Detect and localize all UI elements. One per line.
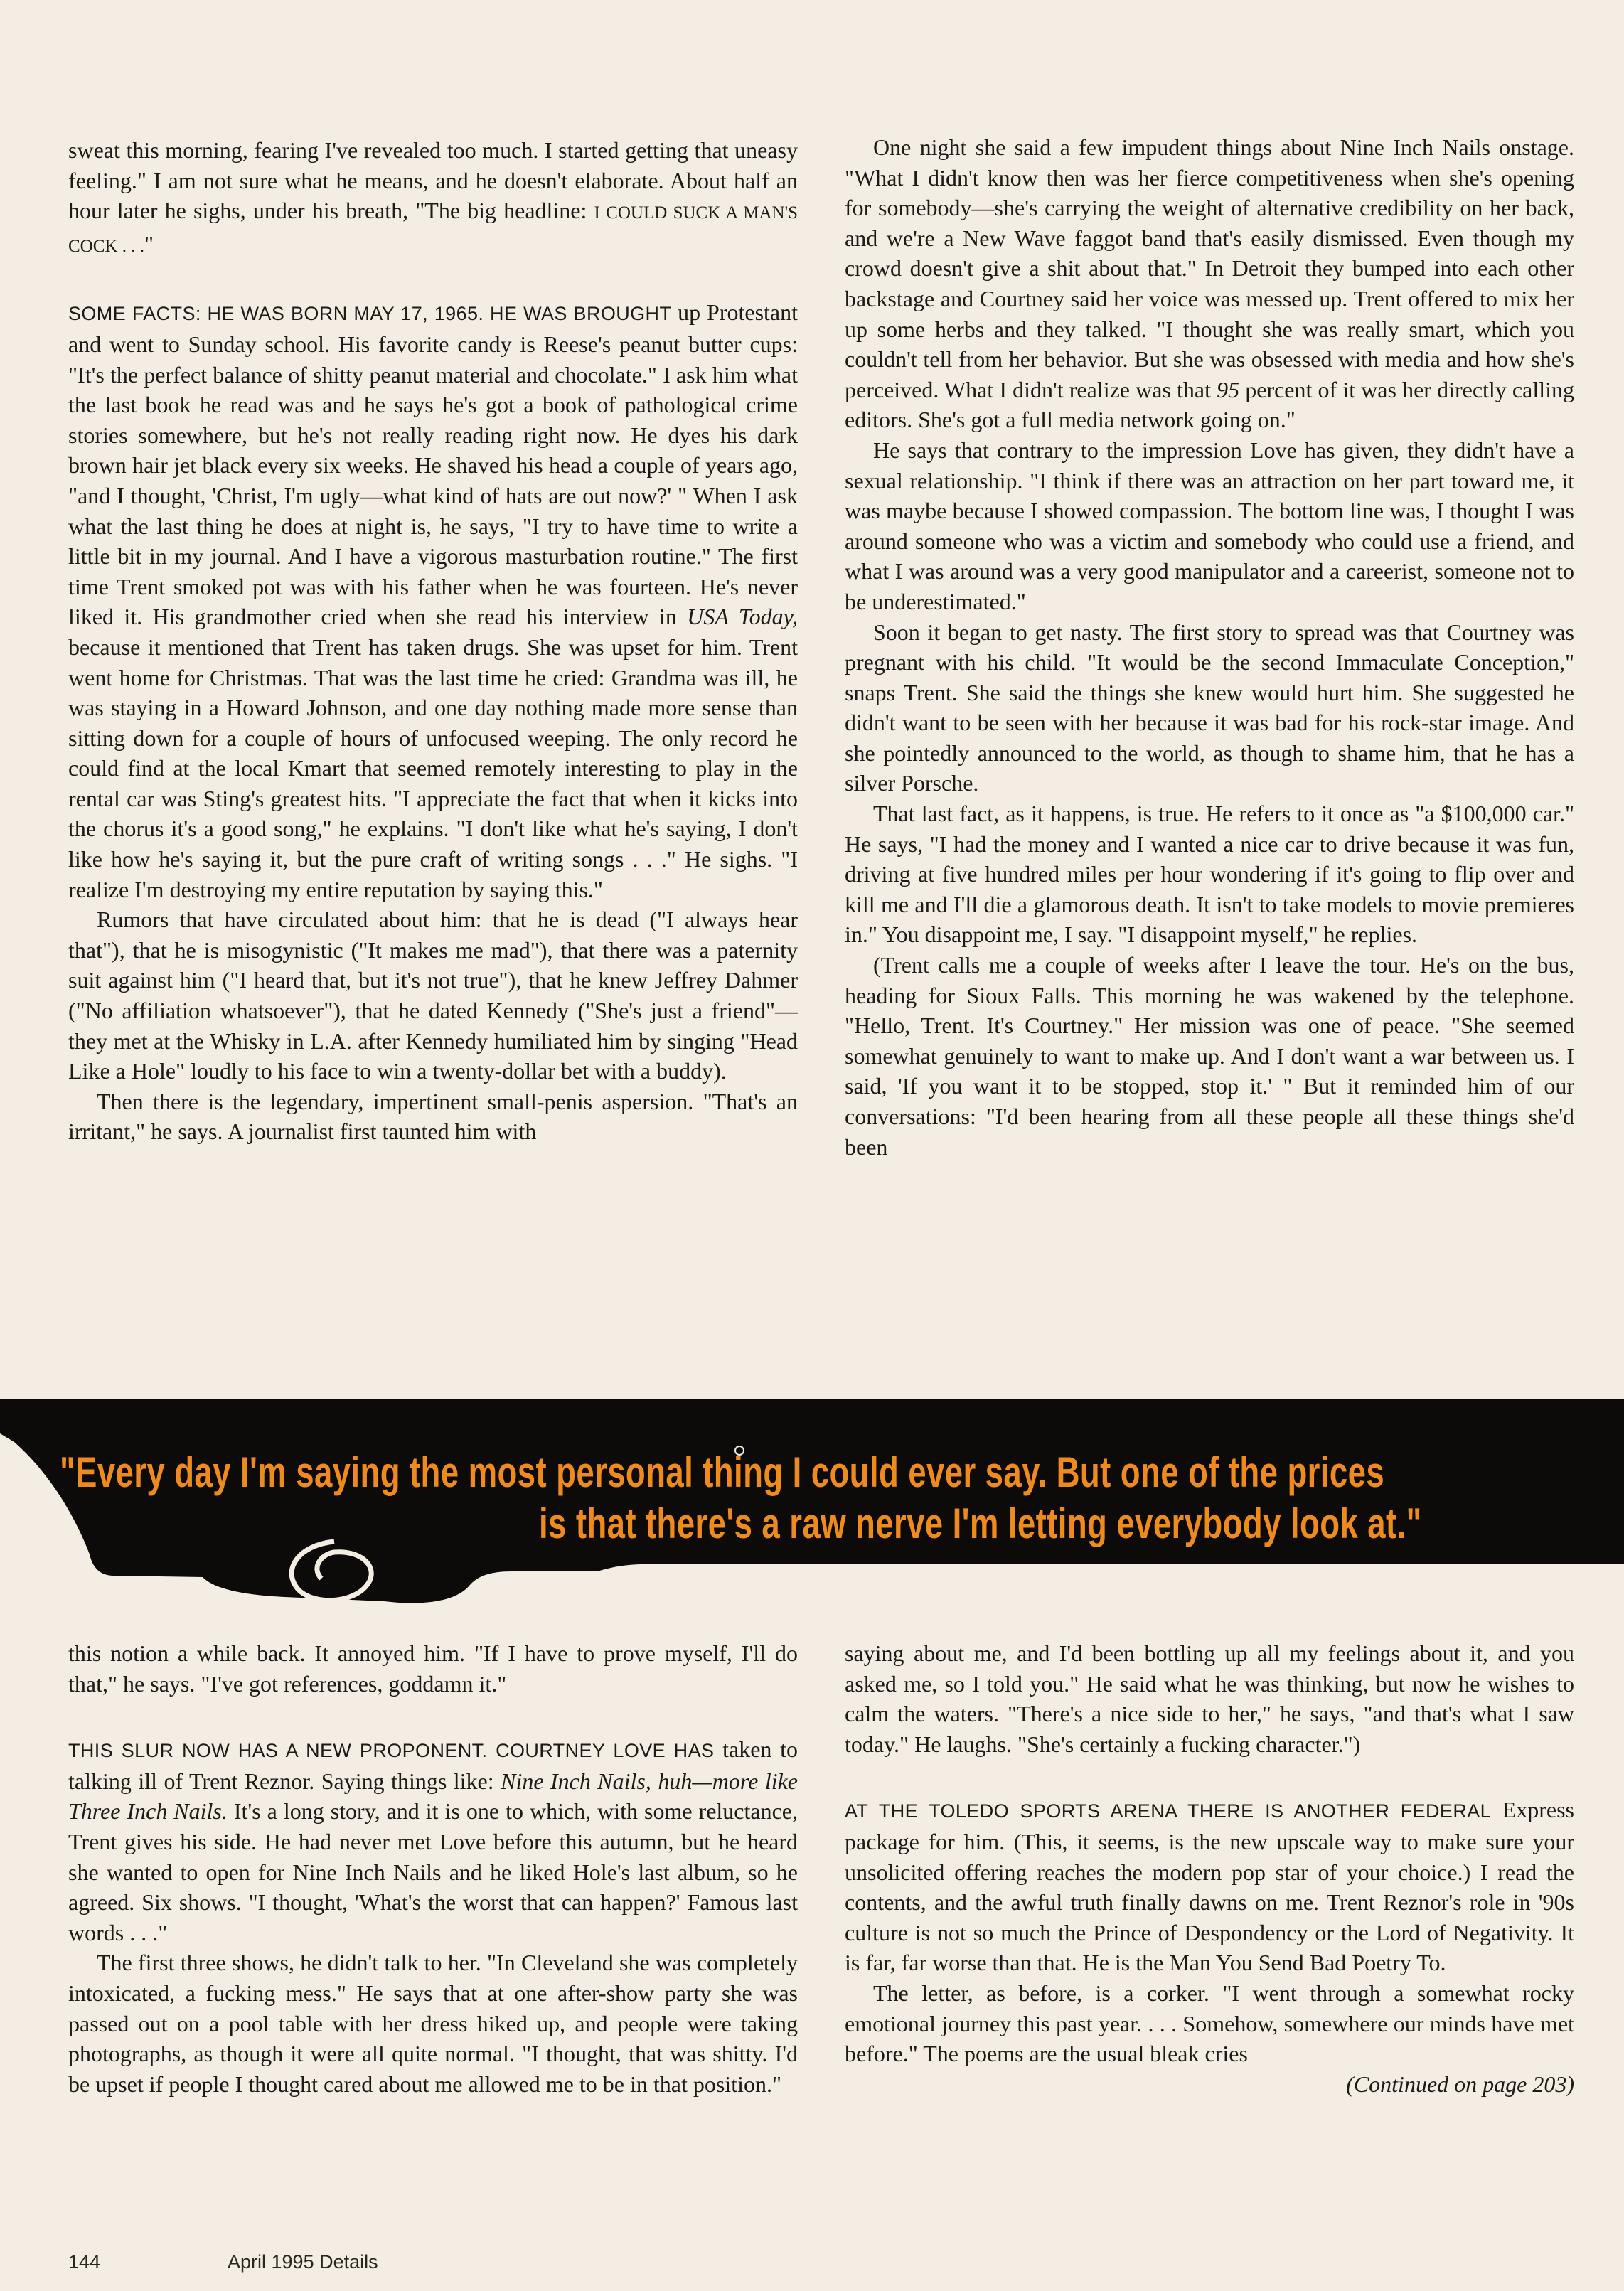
paragraph: sweat this morning, fearing I've revealed too much. I started getting that uneasy feeling." I am not sure what he means, and he doesn't elaborate. About half an hour later he sighs, under his breath, "The big headline: I COULD SUCK A MAN'S COCK . . ." [68,137,798,257]
section-lead-in: THIS SLUR NOW HAS A NEW PROPONENT. COURTNEY LOVE HAS [68,1740,715,1762]
article-column-3 [68,1638,798,2099]
paragraph: Soon it began to get nasty. The first story to spread was that Courtney was pregnant with his child. "It would be the second Immaculate Conception," snaps Trent. She said the things she knew would hurt him. She suggested he didn't want to be seen with her because it was bad for his rock-star image. And she pointedly announced to the world, as though to shame him, that he has a silver Porsche. [845,619,1574,796]
pull-quote-line-2: is that there's a raw nerve I'm letting everybody look at." [539,1500,1422,1547]
section-paragraph: AT THE TOLEDO SPORTS ARENA THERE IS ANOTHER FEDERAL Express package for him. (This, it seems, is the new upscale way to make sure your unsolicited offering reaches the modern pop star of your choice.) I read the contents, and the awful truth finally dawns on me. Trent Reznor's role in '90s culture is not so much the Prince of Despondency or the Lord of Negativity. It is far, far worse than that. He is the Man You Send Bad Poetry To. [845,1797,1574,1976]
paragraph: One night she said a few impudent things about Nine Inch Nails onstage. "What I didn't know then was her fierce competitiveness when she's opening for somebody—she's carrying the weight of alternative credibility on her back, and we're a New Wave faggot band that's easily dismissed. Even though my crowd doesn't give a shit about that." In Detroit they bumped into each other backstage and Courtney said her voice was messed up. Trent offered to mix her up some herbs and they talked. "I thought she was really smart, which you couldn't tell from her behavior. But she was obsessed with media and how she's perceived. What I didn't realize was that 95 percent of it was her directly calling editors. She's got a full media network going on." [845,134,1575,433]
section-paragraph: SOME FACTS: HE WAS BORN MAY 17, 1965. HE WAS BROUGHT up Protestant and went to Sunday school. His favorite candy is Reese's peanut butter cups: "It's the perfect balance of shitty peanut material and chocolate." I ask him what the last book he read was and he says he's got a book of pathological crime stories somewhere, but he's not really reading right now. He dyes his dark brown hair jet black every six weeks. He shaved his head a couple of years ago, "and I thought, 'Christ, I'm ugly—what kind of hats are out now?' " When I ask what the last thing he does at night is, he says, "I try to have time to write a little bit in my journal. And I have a vigorous masturbation routine." The first time Trent smoked pot was with his father when he was fourteen. He's never liked it. His grandmother cried when she read his interview in USA Today, because it mentioned that Trent has taken drugs. She was upset for him. Trent went home for Christmas. That was the last time he cried: Grandma was ill, he was staying in a Howard Johnson, and one day nothing made more sense than sitting down for a couple of hours of unfocused weeping. The only record he could find at the local Kmart that seemed remotely interesting to play in the rental car was Sting's greatest hits. "I appreciate the fact that when it kicks into the chorus it's a good song," he explains. "I don't like what he's saying, I don't like how he's saying it, but the pure craft of writing songs . . ." He sighs. "I realize I'm destroying my entire reputation by saying this." [68,299,798,902]
continued-note: (Continued on page 203) [1346,2071,1574,2097]
paragraph: That last fact, as it happens, is true. He refers to it once as "a $100,000 car." He says, "I had the money and I wanted a nice car to drive because it was fun, driving at five hundred miles per hour wondering if it's going to flip over and kill me and I'll die a glamorous death. It isn't to take models to movie premieres in." You disappoint me, I say. "I disappoint myself," he replies. [845,801,1574,948]
pull-quote-band [0,1399,1624,1606]
paragraph: saying about me, and I'd been bottling up all my feelings about it, and you asked me, so I told you." He said what he was thinking, but now he wishes to calm the waters. "There's a nice side to her," he says, "and that's what I saw today." He laughs. "She's certainly a fucking character.") [845,1640,1574,1757]
paragraph: Rumors that have circulated about him: that he is dead ("I always hear that"), that he is misogynistic ("It makes me mad"), that there was a paternity suit against him ("I heard that, but it's not true"), that he knew Jeffrey Dahmer ("No affiliation whatsoever"), that he dated Kennedy ("She's just a friend"—they met at the Whisky in L.A. after Kennedy humiliated him by singing "Head Like a Hole" loudly to his face to win a twenty-dollar bet with a buddy). [68,907,798,1084]
paragraph: this notion a while back. It annoyed him. "If I have to prove myself, I'll do that," he says. "I've got references, goddamn it." [68,1640,798,1697]
article-column-1 [68,135,798,1147]
paragraph: Then there is the legendary, impertinent small-penis aspersion. "That's an irritant," he says. A journalist first taunted him with [68,1088,798,1145]
issue-label: April 1995 Details [228,2251,378,2273]
paragraph: (Trent calls me a couple of weeks after I leave the tour. He's on the bus, heading for Sioux Falls. This morning he was wakened by the telephone. "Hello, Trent. It's Courtney." Her mission was one of peace. "She seemed somewhat genuinely to want to make up. And I don't want a war between us. I said, 'If you want it to be stopped, stop it.' " But it reminded him of our conversations: "I'd been hearing from all these people all these things she'd been [845,952,1574,1160]
pull-quote-line-1: "Every day I'm saying the most personal thing I could ever say. But one of the prices [60,1448,1385,1496]
section-lead-in: SOME FACTS: HE WAS BORN MAY 17, 1965. HE WAS BROUGHT [68,303,672,325]
paragraph: The letter, as before, is a corker. "I went through a somewhat rocky emotional journey this past year. . . . Somehow, somewhere our minds have met before." The poems are the usual bleak cries [845,1980,1574,2067]
section-lead-in: AT THE TOLEDO SPORTS ARENA THERE IS ANOTHER FEDERAL [845,1800,1492,1822]
paragraph: He says that contrary to the impression Love has given, they didn't have a sexual relationship. "I think if there was an attraction on her part toward me, it was maybe because I showed compassion. The bottom line was, I thought I was around someone who was a victim and somebody who could use a friend, and what I was around was a very good manipulator and a careerist, someone not to be underestimated." [845,437,1574,614]
article-column-4 [845,1638,1574,2099]
page-number: 144 [68,2251,101,2273]
section-paragraph: THIS SLUR NOW HAS A NEW PROPONENT. COURTNEY LOVE HAS taken to talking ill of Trent Reznor. Saying things like: Nine Inch Nails, huh—more like Three Inch Nails. It's a long story, and it is one to which, with some reluctance, Trent gives his side. He had never met Love before this autumn, but he heard she wanted to open for Nine Inch Nails and he liked Hole's last album, so he agreed. Six shows. "I thought, 'What's the worst that can happen?' Famous last words . . ." [68,1736,798,1945]
paragraph: The first three shows, he didn't talk to her. "In Cleveland she was completely intoxicated, a fucking mess." He says that at one after-show party she was passed out on a pool table with her dress hiked up, and people were taking photographs, as though it were all quite normal. "I thought, that was shitty. I'd be upset if people I thought cared about me allowed me to be in that position." [68,1950,798,2097]
article-column-2 [845,132,1574,1162]
